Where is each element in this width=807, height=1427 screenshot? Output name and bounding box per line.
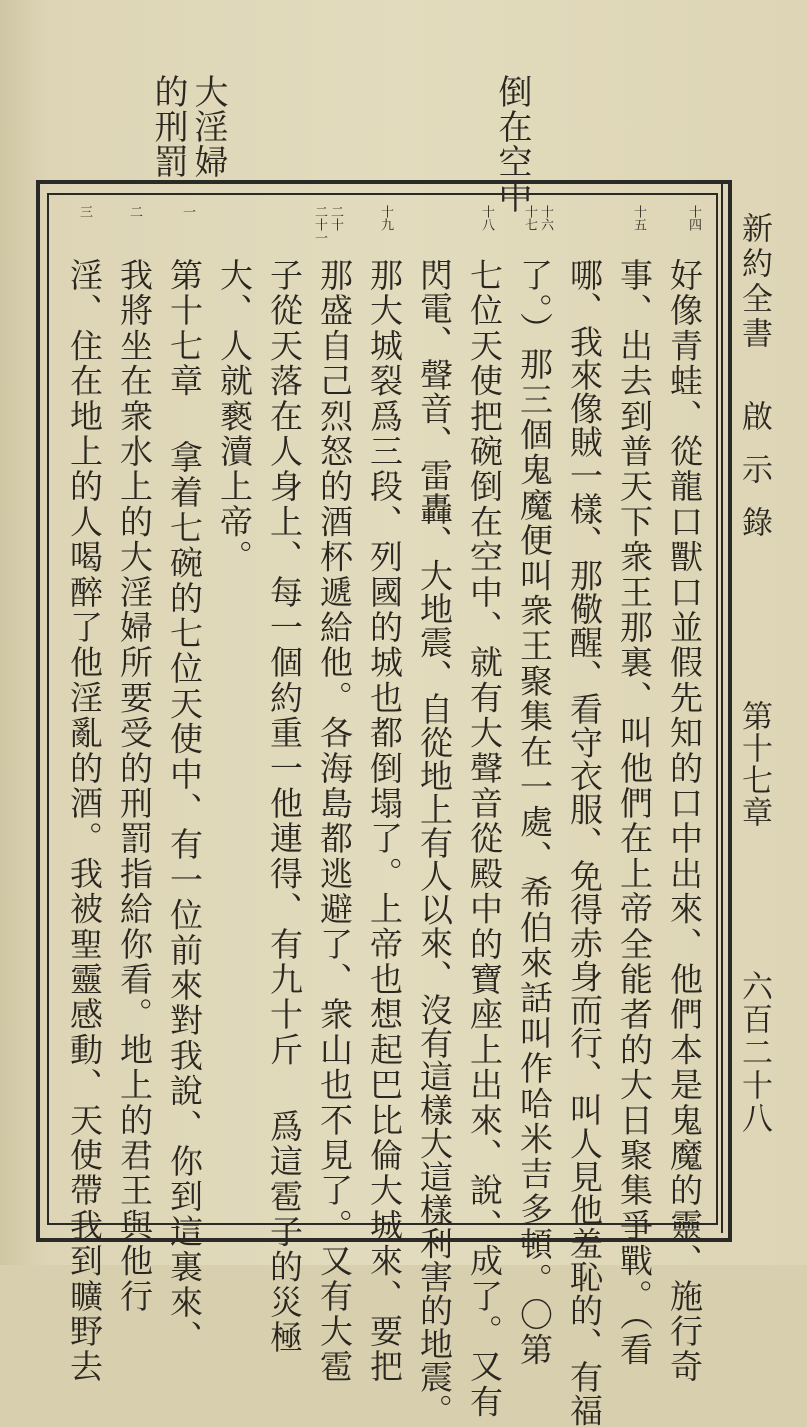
header-page-number: 六百二十八 bbox=[736, 970, 772, 1135]
text-column: 好像青蛙、從龍口獸口並假先知的口中出來、他們本是鬼魔的靈、施行奇 bbox=[665, 258, 704, 1385]
header-book: 新約全書 bbox=[736, 212, 772, 352]
text-column: 那盛自己烈怒的酒杯遞給他。各海島都逃避了、衆山也不見了。又有大雹 bbox=[315, 258, 354, 1385]
header-title: 啟示錄 bbox=[736, 400, 772, 559]
text-column: 大、人就褻瀆上帝。 bbox=[215, 258, 254, 575]
margin-note-punishment: 的刑罰 bbox=[148, 74, 188, 179]
text-column: 了。）那三個鬼魔便叫衆王聚集在一處、希伯來話叫作哈米吉多頓。〇第 bbox=[515, 258, 554, 1368]
verse-number: 十五 bbox=[631, 205, 646, 231]
text-column: 七位天使把碗倒在空中、就有大聲音從殿中的寶座上出來、說、成了。又有 bbox=[465, 258, 504, 1420]
verse-number: 二十 bbox=[328, 205, 343, 231]
header-divider bbox=[721, 184, 723, 1233]
margin-note-poured: 倒在空中 bbox=[492, 74, 532, 214]
verse-number: 十八 bbox=[479, 205, 494, 231]
verse-number: 十七 bbox=[522, 205, 537, 231]
text-column: 那大城裂爲三段、列國的城也都倒塌了。上帝也想起巴比倫大城來、要把 bbox=[365, 258, 404, 1385]
verse-number: 二 bbox=[127, 205, 142, 218]
verse-number: 二十一 bbox=[312, 205, 327, 244]
text-column: 事、出去到普天下衆王那裏、叫他們在上帝全能者的大日聚集爭戰。（看 bbox=[615, 258, 654, 1368]
header-chapter: 第十七章 bbox=[736, 700, 772, 828]
verse-number: 十四 bbox=[686, 205, 701, 231]
text-column: 閃電、聲音、雷轟、大地震、自從地上有人以來、沒有這樣大這樣利害的地震。 bbox=[415, 258, 454, 1427]
verse-number: 十六 bbox=[538, 205, 553, 231]
chapter-heading-column: 第十七章 拿着七碗的七位天使中、有一位前來對我說、你到這裏來、 bbox=[165, 258, 204, 1356]
verse-number: 一 bbox=[180, 205, 195, 218]
margin-note-harlot: 大淫婦 bbox=[188, 74, 228, 179]
text-column: 哪、我來像賊一樣、那儆醒、看守衣服、免得赤身而行、叫人見他羞恥的、有福 bbox=[565, 258, 604, 1427]
verse-number: 十九 bbox=[378, 205, 393, 231]
text-column: 淫、住在地上的人喝醉了他淫亂的酒。我被聖靈感動、天使帶我到曠野去 bbox=[65, 258, 104, 1385]
text-column: 我將坐在衆水上的大淫婦所要受的刑罰指給你看。地上的君王與他行 bbox=[115, 258, 154, 1314]
verse-number: 三 bbox=[77, 205, 92, 218]
text-column: 子從天落在人身上、每一個約重一他連得、有九十斤 爲這雹子的災極 bbox=[265, 258, 304, 1356]
